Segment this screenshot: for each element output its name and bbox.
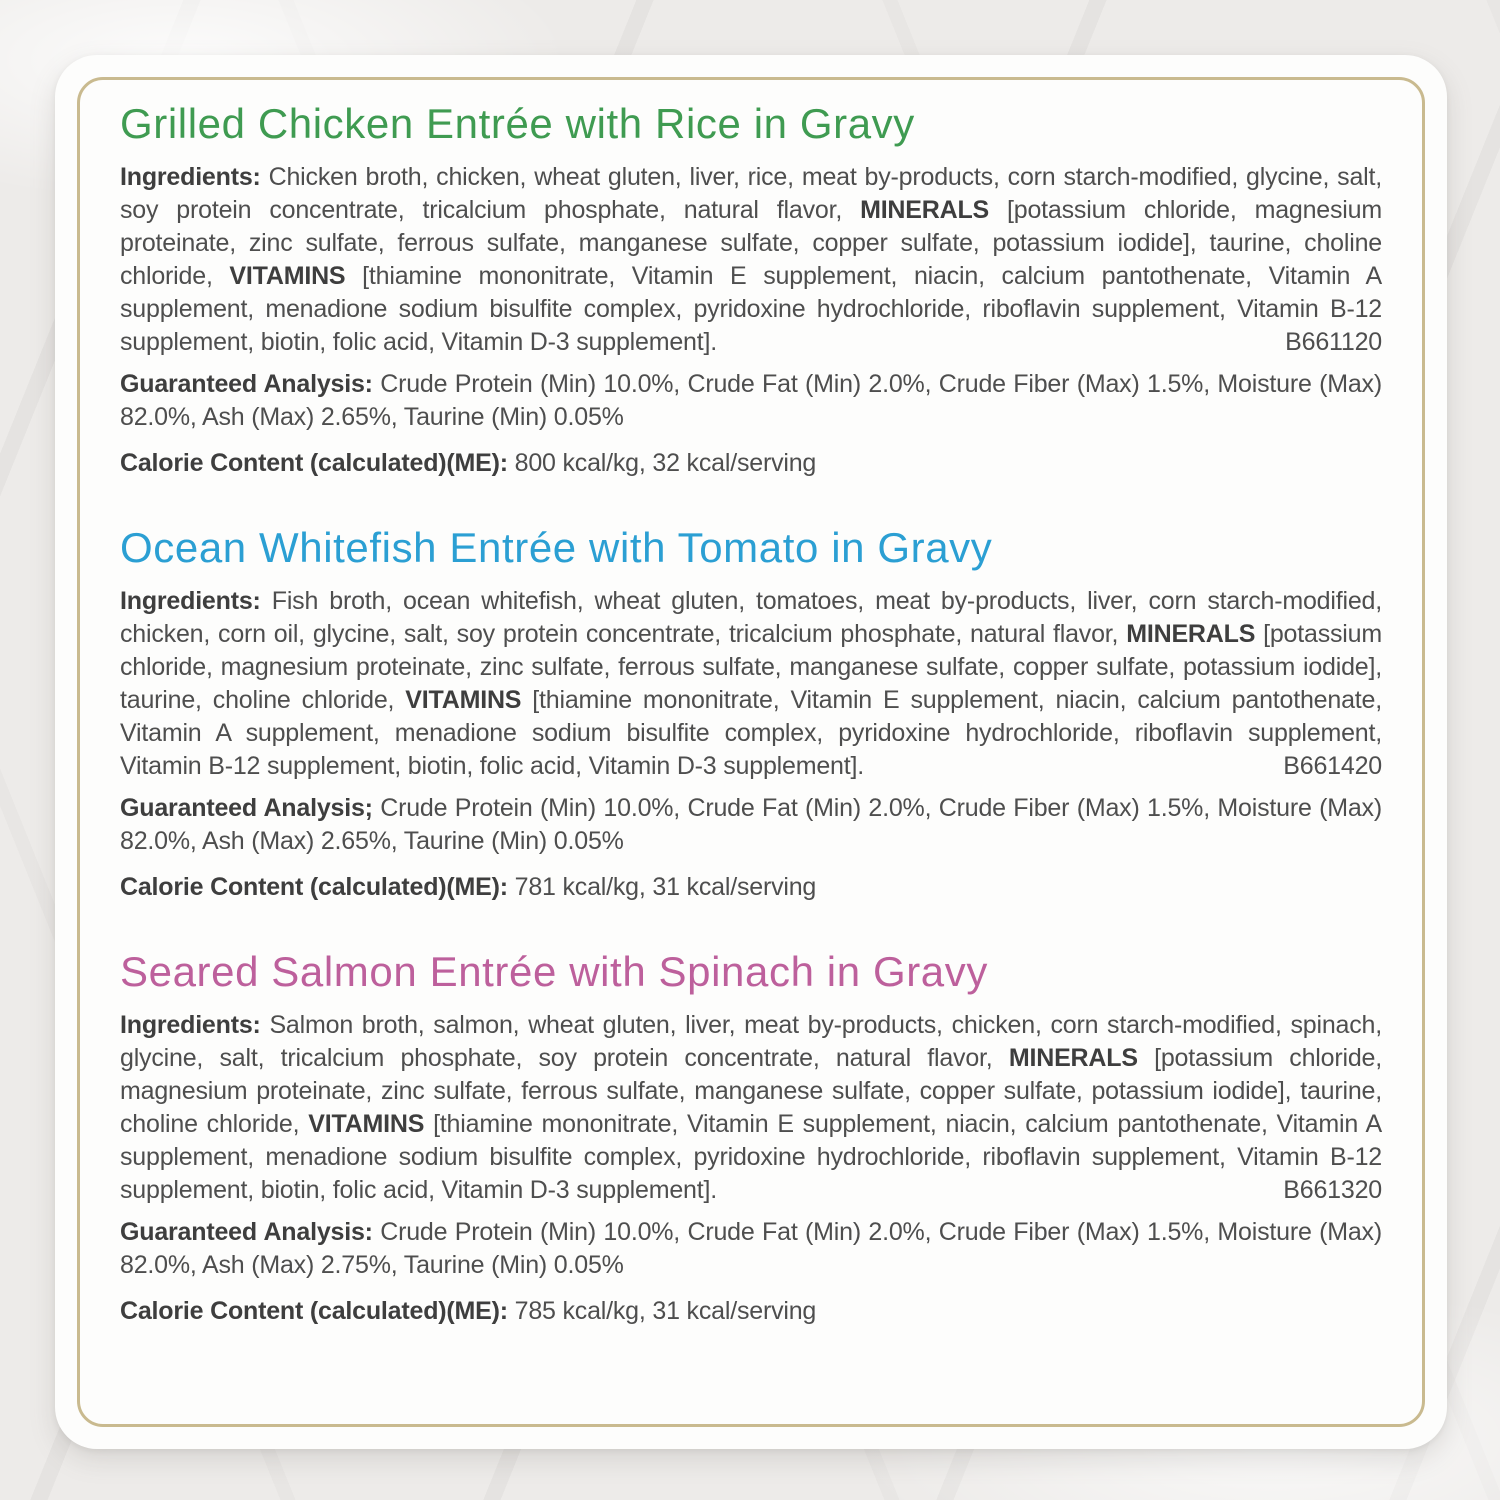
product-section-salmon [120, 948, 1382, 1328]
ingredients-paragraph [120, 161, 1382, 359]
guaranteed-analysis: Guaranteed Analysis: Crude Protein (Min) 10.0%, Crude Fat (Min) 2.0%, Crude Fiber (Max) 1.5%, Moisture (Max) 82.0%, Ash (Max) 2.65%, Taurine (Min) 0.05% [120, 370, 1382, 432]
label-card [55, 55, 1447, 1449]
calorie-content: Calorie Content (calculated)(ME): 781 kcal/kg, 31 kcal/serving [120, 873, 817, 902]
product-title: Grilled Chicken Entrée with Rice in Gravy [120, 100, 915, 147]
guaranteed-analysis: Guaranteed Analysis; Crude Protein (Min) 10.0%, Crude Fat (Min) 2.0%, Crude Fiber (Max) 1.5%, Moisture (Max) 82.0%, Ash (Max) 2.65%, Taurine (Min) 0.05% [120, 794, 1382, 856]
ingredients-paragraph [120, 585, 1382, 783]
guaranteed-analysis: Guaranteed Analysis: Crude Protein (Min) 10.0%, Crude Fat (Min) 2.0%, Crude Fiber (Max) 1.5%, Moisture (Max) 82.0%, Ash (Max) 2.75%, Taurine (Min) 0.05% [120, 1218, 1382, 1280]
product-title: Ocean Whitefish Entrée with Tomato in Gravy [120, 524, 993, 572]
product-section-whitefish [120, 524, 1382, 904]
batch-code: B661320 [1283, 1176, 1382, 1205]
product-section-chicken [120, 100, 1382, 480]
calorie-content: Calorie Content (calculated)(ME): 800 kcal/kg, 32 kcal/serving [120, 449, 817, 478]
ingredients-paragraph [120, 1009, 1382, 1207]
gold-border-frame [77, 77, 1425, 1427]
calorie-content: Calorie Content (calculated)(ME): 785 kcal/kg, 31 kcal/serving [120, 1297, 817, 1326]
ingredients-text: Ingredients: Fish broth, ocean whitefish, wheat gluten, tomatoes, meat by-products, liver, corn starch-modified, chicken, corn oil, glycine, salt, soy protein concentrate, tricalcium phosphate, natural flavor, MINERALS [potassium chloride, magnesium proteinate, zinc sulfate, ferrous sulfate, manganese sulfate, copper sulfate, potassium iodide], taurine, choline chloride, VITAMINS [thiamine mononitrate, Vitamin E supplement, niacin, calcium pantothenate, Vitamin A supplement, menadione sodium bisulfite complex, pyridoxine hydrochloride, riboflavin supplement, Vitamin B-12 supplement, biotin, folic acid, Vitamin D-3 supplement]. [120, 587, 1382, 781]
batch-code: B661420 [1283, 752, 1382, 781]
ingredients-text: Ingredients: Chicken broth, chicken, wheat gluten, liver, rice, meat by-products, corn starch-modified, glycine, salt, soy protein concentrate, tricalcium phosphate, natural flavor, MINERALS [potassium chloride, magnesium proteinate, zinc sulfate, ferrous sulfate, manganese sulfate, copper sulfate, potassium iodide], taurine, choline chloride, VITAMINS [thiamine mononitrate, Vitamin E supplement, niacin, calcium pantothenate, Vitamin A supplement, menadione sodium bisulfite complex, pyridoxine hydrochloride, riboflavin supplement, Vitamin B-12 supplement, biotin, folic acid, Vitamin D-3 supplement]. [120, 163, 1382, 357]
product-title: Seared Salmon Entrée with Spinach in Gravy [120, 948, 988, 996]
ingredients-text: Ingredients: Salmon broth, salmon, wheat gluten, liver, meat by-products, chicken, corn starch-modified, spinach, glycine, salt, tricalcium phosphate, soy protein concentrate, natural flavor, MINERALS [potassium chloride, magnesium proteinate, zinc sulfate, ferrous sulfate, manganese sulfate, copper sulfate, potassium iodide], taurine, choline chloride, VITAMINS [thiamine mononitrate, Vitamin E supplement, niacin, calcium pantothenate, Vitamin A supplement, menadione sodium bisulfite complex, pyridoxine hydrochloride, riboflavin supplement, Vitamin B-12 supplement, biotin, folic acid, Vitamin D-3 supplement]. [120, 1011, 1382, 1205]
batch-code: B661120 [1285, 328, 1382, 357]
